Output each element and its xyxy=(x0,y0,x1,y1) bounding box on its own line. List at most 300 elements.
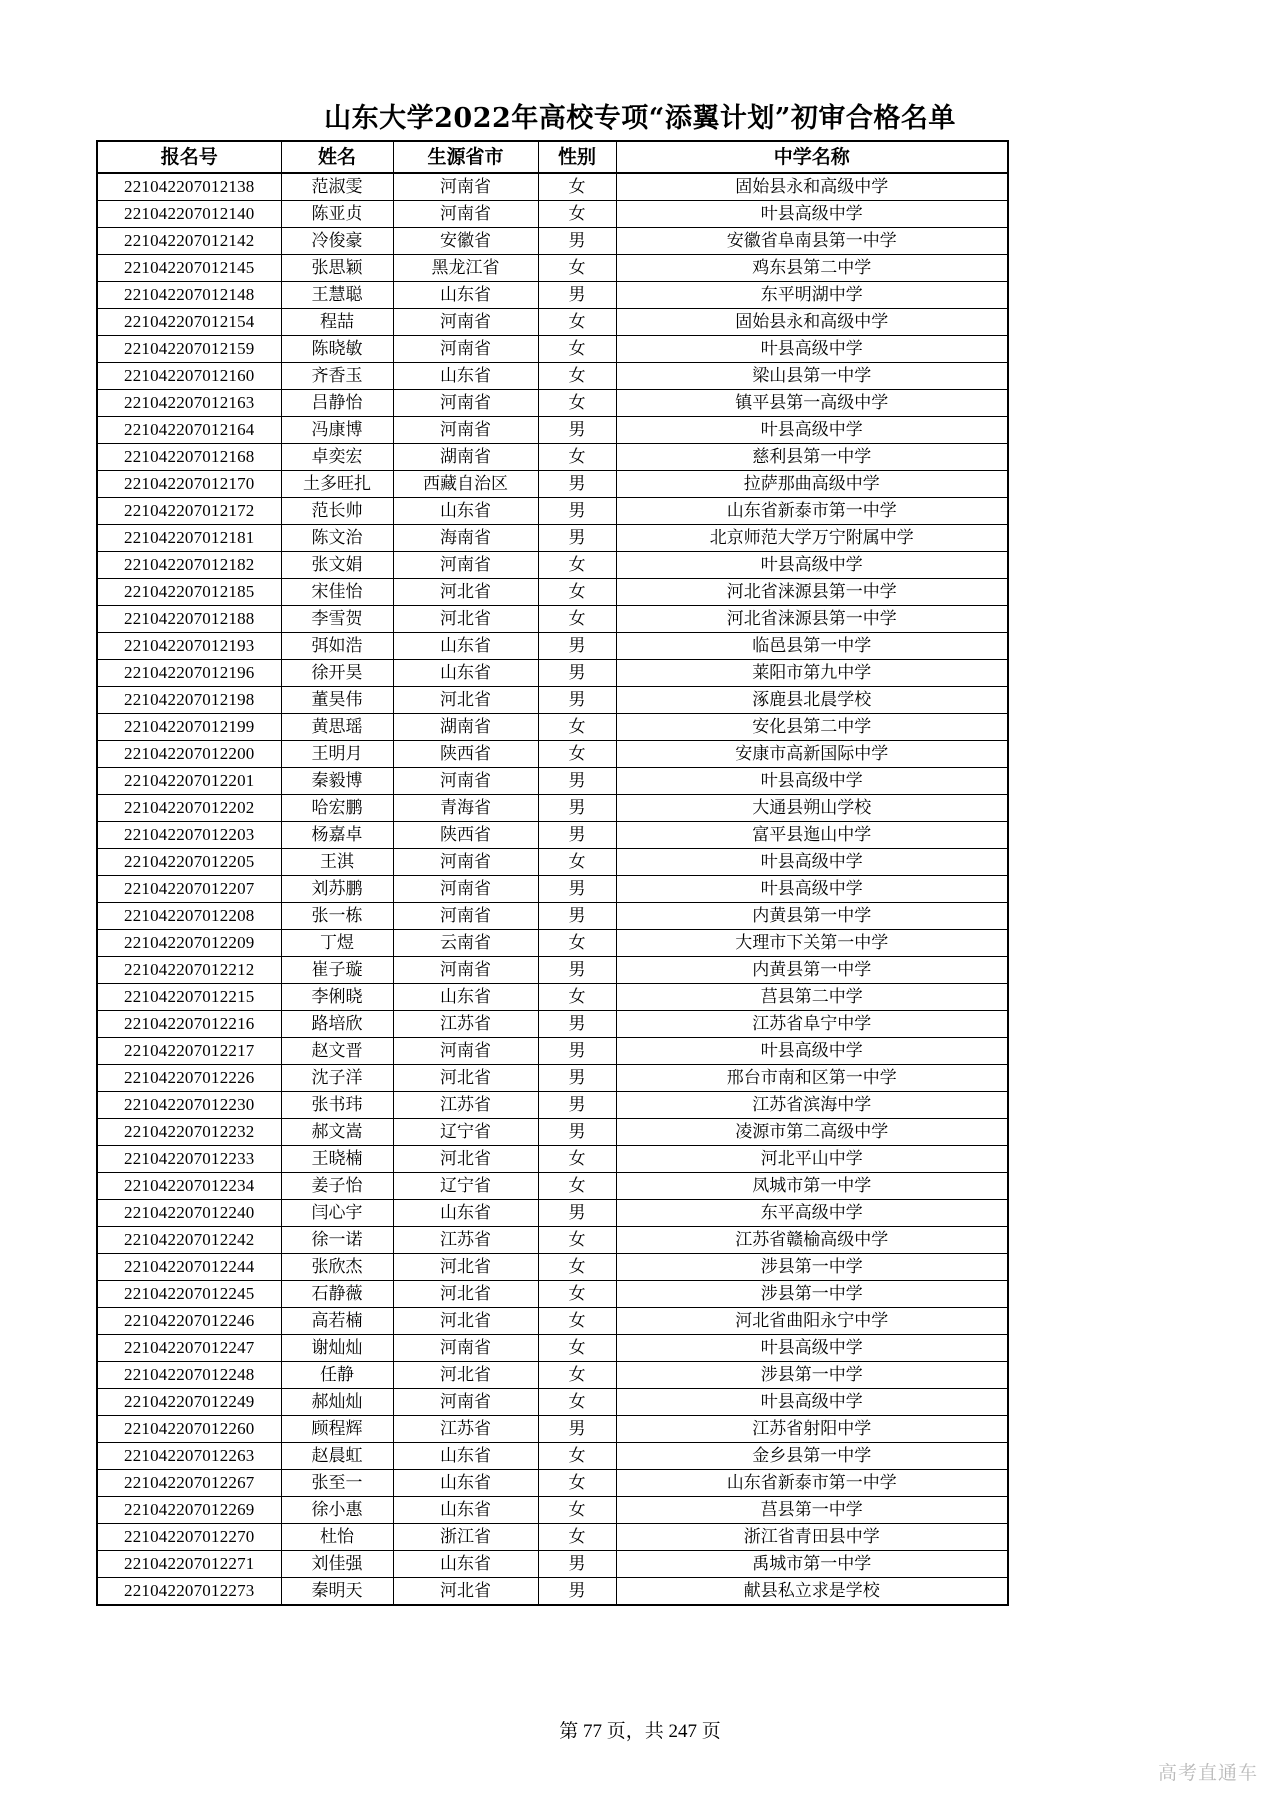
cell-gender: 男 xyxy=(538,1578,616,1606)
cell-id: 221042207012215 xyxy=(97,984,281,1011)
cell-province: 青海省 xyxy=(393,795,538,822)
cell-school: 涉县第一中学 xyxy=(616,1254,1008,1281)
table-row xyxy=(97,1173,1008,1200)
cell-name: 王慧聪 xyxy=(281,282,393,309)
table-row xyxy=(97,282,1008,309)
table-row xyxy=(97,390,1008,417)
cell-school: 涿鹿县北晨学校 xyxy=(616,687,1008,714)
cell-gender: 女 xyxy=(538,606,616,633)
cell-id: 221042207012163 xyxy=(97,390,281,417)
table-row xyxy=(97,336,1008,363)
cell-province: 山东省 xyxy=(393,633,538,660)
cell-gender: 男 xyxy=(538,687,616,714)
table-row xyxy=(97,714,1008,741)
cell-province: 山东省 xyxy=(393,363,538,390)
table-row xyxy=(97,1065,1008,1092)
cell-id: 221042207012233 xyxy=(97,1146,281,1173)
cell-gender: 男 xyxy=(538,660,616,687)
cell-name: 冯康博 xyxy=(281,417,393,444)
cell-name: 范长帅 xyxy=(281,498,393,525)
cell-province: 河北省 xyxy=(393,1254,538,1281)
cell-gender: 女 xyxy=(538,1524,616,1551)
cell-school: 富平县迤山中学 xyxy=(616,822,1008,849)
cell-id: 221042207012263 xyxy=(97,1443,281,1470)
cell-school: 涉县第一中学 xyxy=(616,1362,1008,1389)
cell-id: 221042207012202 xyxy=(97,795,281,822)
cell-province: 河北省 xyxy=(393,1308,538,1335)
cell-gender: 女 xyxy=(538,849,616,876)
cell-province: 山东省 xyxy=(393,1470,538,1497)
cell-name: 沈子洋 xyxy=(281,1065,393,1092)
cell-gender: 男 xyxy=(538,1416,616,1443)
table-row xyxy=(97,1362,1008,1389)
table-row xyxy=(97,1038,1008,1065)
cell-gender: 男 xyxy=(538,525,616,552)
table-row xyxy=(97,633,1008,660)
table-row xyxy=(97,201,1008,228)
cell-id: 221042207012208 xyxy=(97,903,281,930)
cell-gender: 女 xyxy=(538,984,616,1011)
cell-school: 叶县高级中学 xyxy=(616,1389,1008,1416)
table-row xyxy=(97,1443,1008,1470)
cell-id: 221042207012170 xyxy=(97,471,281,498)
cell-id: 221042207012270 xyxy=(97,1524,281,1551)
cell-school: 叶县高级中学 xyxy=(616,1038,1008,1065)
cell-id: 221042207012217 xyxy=(97,1038,281,1065)
cell-province: 山东省 xyxy=(393,282,538,309)
table-row xyxy=(97,795,1008,822)
cell-province: 河北省 xyxy=(393,579,538,606)
cell-province: 河南省 xyxy=(393,1389,538,1416)
cell-school: 河北省涞源县第一中学 xyxy=(616,606,1008,633)
table-row xyxy=(97,1146,1008,1173)
table-row xyxy=(97,957,1008,984)
cell-gender: 女 xyxy=(538,1443,616,1470)
cell-id: 221042207012269 xyxy=(97,1497,281,1524)
cell-name: 崔子璇 xyxy=(281,957,393,984)
table-row xyxy=(97,849,1008,876)
cell-id: 221042207012242 xyxy=(97,1227,281,1254)
cell-province: 河南省 xyxy=(393,957,538,984)
cell-province: 辽宁省 xyxy=(393,1119,538,1146)
cell-name: 弭如浩 xyxy=(281,633,393,660)
table-row xyxy=(97,1470,1008,1497)
cell-school: 叶县高级中学 xyxy=(616,552,1008,579)
cell-gender: 女 xyxy=(538,741,616,768)
cell-school: 凤城市第一中学 xyxy=(616,1173,1008,1200)
cell-school: 北京师范大学万宁附属中学 xyxy=(616,525,1008,552)
cell-name: 杨嘉卓 xyxy=(281,822,393,849)
cell-school: 浙江省青田县中学 xyxy=(616,1524,1008,1551)
table-header xyxy=(97,141,1008,173)
cell-id: 221042207012240 xyxy=(97,1200,281,1227)
cell-province: 河北省 xyxy=(393,687,538,714)
cell-school: 叶县高级中学 xyxy=(616,849,1008,876)
cell-gender: 女 xyxy=(538,1497,616,1524)
cell-school: 涉县第一中学 xyxy=(616,1281,1008,1308)
cell-school: 叶县高级中学 xyxy=(616,201,1008,228)
cell-name: 秦明天 xyxy=(281,1578,393,1606)
table-row xyxy=(97,1227,1008,1254)
cell-school: 东平高级中学 xyxy=(616,1200,1008,1227)
cell-province: 浙江省 xyxy=(393,1524,538,1551)
cell-province: 河南省 xyxy=(393,876,538,903)
cell-province: 山东省 xyxy=(393,498,538,525)
table-row xyxy=(97,1011,1008,1038)
cell-province: 山东省 xyxy=(393,1200,538,1227)
cell-name: 程喆 xyxy=(281,309,393,336)
watermark: 高考直通车 xyxy=(1157,1762,1258,1784)
table-row xyxy=(97,417,1008,444)
cell-province: 山东省 xyxy=(393,984,538,1011)
cell-gender: 女 xyxy=(538,309,616,336)
cell-id: 221042207012159 xyxy=(97,336,281,363)
cell-id: 221042207012140 xyxy=(97,201,281,228)
cell-name: 谢灿灿 xyxy=(281,1335,393,1362)
cell-id: 221042207012198 xyxy=(97,687,281,714)
cell-name: 张思颖 xyxy=(281,255,393,282)
cell-name: 石静薇 xyxy=(281,1281,393,1308)
cell-school: 梁山县第一中学 xyxy=(616,363,1008,390)
table-row xyxy=(97,1254,1008,1281)
page-title: 山东大学2022年高校专项“添翼计划”初审合格名单 xyxy=(324,103,956,134)
cell-id: 221042207012260 xyxy=(97,1416,281,1443)
cell-id: 221042207012168 xyxy=(97,444,281,471)
table-row xyxy=(97,579,1008,606)
table-row xyxy=(97,1524,1008,1551)
cell-province: 河南省 xyxy=(393,552,538,579)
cell-gender: 男 xyxy=(538,1011,616,1038)
cell-province: 河南省 xyxy=(393,1038,538,1065)
table-row xyxy=(97,1281,1008,1308)
cell-name: 杜怡 xyxy=(281,1524,393,1551)
table-body xyxy=(97,173,1008,1605)
cell-id: 221042207012148 xyxy=(97,282,281,309)
cell-name: 宋佳怡 xyxy=(281,579,393,606)
cell-school: 江苏省赣榆高级中学 xyxy=(616,1227,1008,1254)
cell-school: 安徽省阜南县第一中学 xyxy=(616,228,1008,255)
cell-gender: 女 xyxy=(538,1254,616,1281)
cell-name: 陈文治 xyxy=(281,525,393,552)
cell-school: 内黄县第一中学 xyxy=(616,957,1008,984)
table-row xyxy=(97,606,1008,633)
cell-gender: 女 xyxy=(538,930,616,957)
cell-id: 221042207012248 xyxy=(97,1362,281,1389)
table-row xyxy=(97,552,1008,579)
roster-table-container xyxy=(96,140,1007,1606)
cell-school: 固始县永和高级中学 xyxy=(616,173,1008,201)
cell-name: 冷俊豪 xyxy=(281,228,393,255)
cell-province: 山东省 xyxy=(393,660,538,687)
cell-id: 221042207012203 xyxy=(97,822,281,849)
cell-province: 江苏省 xyxy=(393,1011,538,1038)
cell-id: 221042207012200 xyxy=(97,741,281,768)
cell-gender: 男 xyxy=(538,1092,616,1119)
cell-name: 王淇 xyxy=(281,849,393,876)
table-row xyxy=(97,687,1008,714)
cell-province: 河南省 xyxy=(393,201,538,228)
cell-id: 221042207012212 xyxy=(97,957,281,984)
cell-gender: 男 xyxy=(538,1065,616,1092)
cell-province: 山东省 xyxy=(393,1497,538,1524)
table-row xyxy=(97,471,1008,498)
cell-school: 内黄县第一中学 xyxy=(616,903,1008,930)
table-row xyxy=(97,768,1008,795)
cell-id: 221042207012196 xyxy=(97,660,281,687)
cell-name: 王明月 xyxy=(281,741,393,768)
cell-name: 董昊伟 xyxy=(281,687,393,714)
cell-name: 张文娟 xyxy=(281,552,393,579)
cell-province: 河南省 xyxy=(393,390,538,417)
cell-gender: 男 xyxy=(538,822,616,849)
table-row xyxy=(97,876,1008,903)
table-row xyxy=(97,984,1008,1011)
cell-name: 姜子怡 xyxy=(281,1173,393,1200)
cell-province: 河南省 xyxy=(393,309,538,336)
column-header-gender: 性别 xyxy=(538,141,616,173)
cell-id: 221042207012207 xyxy=(97,876,281,903)
cell-province: 河南省 xyxy=(393,768,538,795)
cell-id: 221042207012216 xyxy=(97,1011,281,1038)
cell-school: 固始县永和高级中学 xyxy=(616,309,1008,336)
cell-gender: 男 xyxy=(538,876,616,903)
table-row xyxy=(97,1092,1008,1119)
cell-school: 江苏省射阳中学 xyxy=(616,1416,1008,1443)
cell-name: 路培欣 xyxy=(281,1011,393,1038)
cell-id: 221042207012249 xyxy=(97,1389,281,1416)
cell-id: 221042207012247 xyxy=(97,1335,281,1362)
cell-name: 王晓楠 xyxy=(281,1146,393,1173)
cell-id: 221042207012188 xyxy=(97,606,281,633)
table-row xyxy=(97,903,1008,930)
cell-id: 221042207012145 xyxy=(97,255,281,282)
cell-gender: 女 xyxy=(538,1470,616,1497)
cell-name: 李俐晓 xyxy=(281,984,393,1011)
cell-name: 黄思瑶 xyxy=(281,714,393,741)
cell-name: 齐香玉 xyxy=(281,363,393,390)
cell-province: 河北省 xyxy=(393,1578,538,1606)
cell-name: 卓奕宏 xyxy=(281,444,393,471)
cell-province: 河南省 xyxy=(393,903,538,930)
table-row xyxy=(97,1200,1008,1227)
cell-id: 221042207012193 xyxy=(97,633,281,660)
cell-school: 江苏省滨海中学 xyxy=(616,1092,1008,1119)
cell-name: 郝灿灿 xyxy=(281,1389,393,1416)
cell-gender: 男 xyxy=(538,471,616,498)
cell-name: 范淑雯 xyxy=(281,173,393,201)
cell-school: 安化县第二中学 xyxy=(616,714,1008,741)
cell-gender: 女 xyxy=(538,1281,616,1308)
cell-school: 叶县高级中学 xyxy=(616,417,1008,444)
roster-table xyxy=(96,140,1009,1606)
cell-name: 陈亚贞 xyxy=(281,201,393,228)
cell-name: 张一栋 xyxy=(281,903,393,930)
cell-school: 叶县高级中学 xyxy=(616,336,1008,363)
column-header-province: 生源省市 xyxy=(393,141,538,173)
cell-gender: 男 xyxy=(538,1551,616,1578)
cell-gender: 女 xyxy=(538,552,616,579)
cell-province: 河北省 xyxy=(393,1065,538,1092)
cell-school: 莒县第二中学 xyxy=(616,984,1008,1011)
cell-province: 海南省 xyxy=(393,525,538,552)
cell-gender: 男 xyxy=(538,795,616,822)
cell-name: 徐开昊 xyxy=(281,660,393,687)
cell-province: 河北省 xyxy=(393,1362,538,1389)
table-row xyxy=(97,1335,1008,1362)
cell-school: 拉萨那曲高级中学 xyxy=(616,471,1008,498)
column-header-registration-number: 报名号 xyxy=(97,141,281,173)
cell-gender: 男 xyxy=(538,1038,616,1065)
cell-school: 凌源市第二高级中学 xyxy=(616,1119,1008,1146)
table-row xyxy=(97,363,1008,390)
cell-gender: 女 xyxy=(538,714,616,741)
cell-name: 任静 xyxy=(281,1362,393,1389)
cell-province: 河南省 xyxy=(393,173,538,201)
cell-school: 叶县高级中学 xyxy=(616,876,1008,903)
cell-gender: 男 xyxy=(538,957,616,984)
cell-name: 刘苏鹏 xyxy=(281,876,393,903)
cell-school: 安康市高新国际中学 xyxy=(616,741,1008,768)
cell-name: 徐一诺 xyxy=(281,1227,393,1254)
cell-gender: 女 xyxy=(538,1308,616,1335)
cell-id: 221042207012245 xyxy=(97,1281,281,1308)
cell-id: 221042207012201 xyxy=(97,768,281,795)
cell-school: 大理市下关第一中学 xyxy=(616,930,1008,957)
cell-name: 张至一 xyxy=(281,1470,393,1497)
cell-gender: 女 xyxy=(538,444,616,471)
cell-name: 赵晨虹 xyxy=(281,1443,393,1470)
cell-province: 云南省 xyxy=(393,930,538,957)
cell-gender: 女 xyxy=(538,255,616,282)
cell-gender: 女 xyxy=(538,1389,616,1416)
cell-id: 221042207012182 xyxy=(97,552,281,579)
cell-province: 河南省 xyxy=(393,1335,538,1362)
cell-name: 陈晓敏 xyxy=(281,336,393,363)
table-row xyxy=(97,498,1008,525)
cell-id: 221042207012199 xyxy=(97,714,281,741)
table-row xyxy=(97,309,1008,336)
cell-school: 东平明湖中学 xyxy=(616,282,1008,309)
cell-province: 河北省 xyxy=(393,606,538,633)
cell-gender: 女 xyxy=(538,173,616,201)
cell-province: 黑龙江省 xyxy=(393,255,538,282)
cell-province: 河南省 xyxy=(393,417,538,444)
cell-name: 哈宏鹏 xyxy=(281,795,393,822)
cell-name: 高若楠 xyxy=(281,1308,393,1335)
cell-name: 秦毅博 xyxy=(281,768,393,795)
cell-id: 221042207012230 xyxy=(97,1092,281,1119)
cell-school: 献县私立求是学校 xyxy=(616,1578,1008,1606)
cell-gender: 女 xyxy=(538,1173,616,1200)
table-row xyxy=(97,930,1008,957)
table-row xyxy=(97,1308,1008,1335)
cell-id: 221042207012205 xyxy=(97,849,281,876)
cell-name: 刘佳强 xyxy=(281,1551,393,1578)
cell-school: 叶县高级中学 xyxy=(616,768,1008,795)
column-header-school: 中学名称 xyxy=(616,141,1008,173)
cell-province: 江苏省 xyxy=(393,1092,538,1119)
cell-gender: 女 xyxy=(538,363,616,390)
cell-province: 河南省 xyxy=(393,849,538,876)
cell-gender: 女 xyxy=(538,1335,616,1362)
table-row xyxy=(97,1416,1008,1443)
cell-gender: 男 xyxy=(538,1119,616,1146)
cell-province: 河北省 xyxy=(393,1281,538,1308)
cell-id: 221042207012273 xyxy=(97,1578,281,1606)
cell-school: 河北平山中学 xyxy=(616,1146,1008,1173)
cell-id: 221042207012142 xyxy=(97,228,281,255)
table-row xyxy=(97,173,1008,201)
page-footer: 第 77 页，共 247 页 xyxy=(559,1721,721,1742)
table-row xyxy=(97,444,1008,471)
table-row xyxy=(97,822,1008,849)
cell-gender: 女 xyxy=(538,1362,616,1389)
cell-gender: 男 xyxy=(538,417,616,444)
cell-id: 221042207012267 xyxy=(97,1470,281,1497)
cell-school: 山东省新泰市第一中学 xyxy=(616,1470,1008,1497)
cell-name: 张书玮 xyxy=(281,1092,393,1119)
cell-gender: 男 xyxy=(538,228,616,255)
cell-school: 临邑县第一中学 xyxy=(616,633,1008,660)
table-row xyxy=(97,1389,1008,1416)
cell-id: 221042207012209 xyxy=(97,930,281,957)
cell-name: 张欣杰 xyxy=(281,1254,393,1281)
cell-school: 禹城市第一中学 xyxy=(616,1551,1008,1578)
cell-province: 江苏省 xyxy=(393,1227,538,1254)
cell-school: 江苏省阜宁中学 xyxy=(616,1011,1008,1038)
cell-name: 李雪贺 xyxy=(281,606,393,633)
cell-id: 221042207012138 xyxy=(97,173,281,201)
table-row xyxy=(97,525,1008,552)
table-row xyxy=(97,228,1008,255)
cell-gender: 男 xyxy=(538,903,616,930)
cell-name: 徐小惠 xyxy=(281,1497,393,1524)
cell-gender: 男 xyxy=(538,768,616,795)
cell-gender: 女 xyxy=(538,1146,616,1173)
cell-name: 吕静怡 xyxy=(281,390,393,417)
cell-gender: 女 xyxy=(538,390,616,417)
cell-id: 221042207012185 xyxy=(97,579,281,606)
table-header-row xyxy=(97,141,1008,173)
cell-name: 顾程辉 xyxy=(281,1416,393,1443)
cell-province: 陕西省 xyxy=(393,822,538,849)
cell-id: 221042207012164 xyxy=(97,417,281,444)
table-row xyxy=(97,660,1008,687)
cell-id: 221042207012160 xyxy=(97,363,281,390)
cell-school: 莱阳市第九中学 xyxy=(616,660,1008,687)
cell-province: 辽宁省 xyxy=(393,1173,538,1200)
cell-id: 221042207012172 xyxy=(97,498,281,525)
cell-gender: 男 xyxy=(538,633,616,660)
cell-gender: 女 xyxy=(538,1227,616,1254)
cell-province: 湖南省 xyxy=(393,444,538,471)
cell-school: 邢台市南和区第一中学 xyxy=(616,1065,1008,1092)
cell-id: 221042207012226 xyxy=(97,1065,281,1092)
table-row xyxy=(97,255,1008,282)
cell-province: 西藏自治区 xyxy=(393,471,538,498)
cell-name: 郝文嵩 xyxy=(281,1119,393,1146)
cell-province: 河南省 xyxy=(393,336,538,363)
cell-school: 大通县朔山学校 xyxy=(616,795,1008,822)
cell-province: 江苏省 xyxy=(393,1416,538,1443)
cell-gender: 女 xyxy=(538,201,616,228)
cell-id: 221042207012232 xyxy=(97,1119,281,1146)
table-row xyxy=(97,1578,1008,1606)
cell-name: 丁煜 xyxy=(281,930,393,957)
cell-name: 赵文晋 xyxy=(281,1038,393,1065)
cell-name: 闫心宇 xyxy=(281,1200,393,1227)
column-header-name: 姓名 xyxy=(281,141,393,173)
